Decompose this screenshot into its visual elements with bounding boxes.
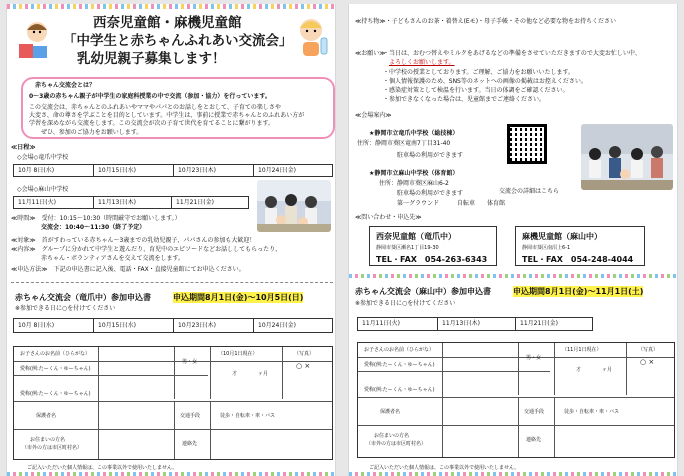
kan2-name: 麻機児童館（麻山中） — [522, 232, 602, 241]
label-month: ヶ月 — [258, 371, 269, 377]
form-date-cell[interactable]: 10月23日(木) — [174, 319, 254, 332]
school2-dates-row — [13, 196, 249, 209]
date-cell: 11月21日(金) — [176, 199, 214, 206]
intro-line: ぜひ、参加のご協力をお願いします。 — [41, 129, 143, 136]
detail-line: 赤ちゃん・ボランティアさんを交えて交流をします。 — [11, 255, 185, 262]
label-contact: 連絡先 — [526, 437, 542, 443]
bring-items: ≪持ち物≫・子どもさんのお茶・着替え(Eモ)・母子手帳・その他など必要な物をお持ちください — [355, 18, 617, 25]
kan2-address: 静岡市葵区南沼上6-1 — [522, 245, 571, 251]
school1-dates-row — [13, 164, 333, 177]
label-nickname-2: 愛称(例:たーくん・ゆーちゃん) — [20, 391, 91, 397]
label-transport: 交通手段 — [524, 409, 545, 415]
event-photo — [257, 180, 331, 232]
form-dates-row-2[interactable] — [357, 317, 593, 331]
notice-line: ・感染症対策として検温を行います。当日の体調をご確認ください。 — [383, 87, 569, 94]
notice-head: ≪お願い≫ — [355, 50, 386, 57]
label-child-name: お子さんのお名前（ひらがな） — [364, 347, 435, 353]
title-line-3: 乳幼児親子募集します！ — [77, 51, 226, 67]
venue-head: ≪会場案内≫ — [355, 112, 392, 119]
label-age: 才 — [576, 367, 582, 373]
detail-line: ≪申込方法≫ 下記の申込書に記入後、電話・FAX・直接児童館にてお申込ください。 — [11, 266, 245, 273]
confetti-border — [7, 4, 335, 9]
notice-line: ・中学校の授業としております。ご理解、ご協力をお願いいたします。 — [383, 69, 575, 76]
venue1-note: 駐車場の利用ができます — [397, 152, 464, 159]
document-page-left — [6, 4, 336, 476]
label-contact: 連絡先 — [182, 441, 198, 447]
notice-line: ・当日は、おむつ替えやミルクをあげるなどの準備をさせていただきますので大変お忙しい中、 — [383, 50, 641, 57]
form-note-2: ※参加できる日に○を付けてください — [355, 300, 456, 307]
label-parent-name: お住まいの方名 — [374, 433, 410, 439]
qr-caption: 交流会の詳細はこちら — [499, 188, 560, 195]
venue1-name: ★静岡市立竜爪中学校（総技棟） — [369, 130, 459, 137]
notice-line: ・参加できなくなった場合は、児童館までご連絡ください。 — [383, 96, 546, 103]
contact-box-nishina — [369, 226, 497, 266]
label-month: ヶ月 — [602, 367, 613, 373]
date-cell: 10月15日(水) — [94, 165, 174, 176]
application-form — [13, 346, 333, 460]
form-dates-row[interactable] — [13, 318, 333, 333]
label-photo[interactable]: ○ × — [296, 362, 311, 370]
label-nickname: 愛称(例:たーくん・ゆーちゃん) — [20, 366, 91, 372]
form-date-cell[interactable]: 10月15日(水) — [94, 319, 174, 332]
label-parent-name-2: （市外の方は市区町村名） — [22, 445, 83, 451]
privacy-footer: ご記入いただいた個人情報は、この事業以外で使用いたしません。 — [27, 465, 178, 471]
venue2-address: 住所：静岡市葵区麻山6-2 — [379, 180, 449, 187]
date-cell: 10月23日(木) — [174, 165, 254, 176]
cut-line — [11, 282, 333, 283]
form-title: 赤ちゃん交流会（竜爪中）参加申込書 — [15, 293, 151, 302]
form-date-cell[interactable]: 11月21日(金) — [520, 320, 558, 327]
label-gender[interactable]: 男・女 — [526, 355, 542, 361]
contact-head: ≪問い合わせ・申込先≫ — [355, 214, 422, 221]
schedule-head: ≪日程≫ — [11, 144, 36, 151]
title-line-1: 西奈児童館・麻機児童館 — [93, 15, 242, 31]
venue2-name: ★静岡市立麻山中学校（体育館） — [369, 170, 459, 177]
school2-label: ◇会場◇麻山中学校 — [17, 186, 69, 193]
notice-line: ・個人情報保護のため、SNS等のネットへの画像の掲載はお控えください。 — [383, 78, 587, 85]
detail-line: ≪時間≫ 受付：10:15～10:30（時間厳守でお願いします。） — [11, 215, 181, 222]
detail-line: ≪対象≫ 首がすわっている赤ちゃん～3歳までの乳幼児親子、パパさんの参加も大歓迎！ — [11, 237, 256, 244]
page-gap — [336, 0, 348, 476]
baby-bottle-icon — [295, 16, 331, 60]
label-guardian: 保護者名 — [380, 409, 401, 415]
venue2-note: 駐車場の利用ができます — [397, 190, 464, 197]
intro-line: 学習を深めながら交流をします。この交流会が次の子育て世代を育てることに繋がります。 — [29, 120, 275, 127]
label-transport: 交通手段 — [180, 413, 201, 419]
confetti-divider — [349, 274, 677, 278]
form-period-2: 申込期間8月1日(金)～11月1日(土) — [513, 287, 644, 296]
form-date-cell[interactable]: 11月11日(火) — [358, 318, 438, 330]
date-cell: 11月11日(火) — [14, 197, 94, 208]
baby-block-icon — [17, 18, 55, 62]
form-date-cell[interactable]: 10月24日(金) — [258, 322, 296, 329]
form-date-cell[interactable]: 10月 8日(水) — [14, 319, 94, 332]
intro-line: この交流会は、赤ちゃんとのふれあいやママやパパとのお話しをとおして、子育ての楽しさや — [29, 104, 281, 111]
title-line-2: 「中学生と赤ちゃんふれあい交流会」 — [63, 33, 293, 49]
privacy-footer-2: ご記入いただいた個人情報は、この事業以外で使用いたしません。 — [369, 465, 520, 471]
detail-line: 交流会：10:40～11:30（終了予定） — [11, 224, 146, 231]
kan2-tel[interactable]: TEL・FAX 054-248-4044 — [522, 255, 634, 264]
contact-box-asahata — [515, 226, 645, 266]
form-date-cell[interactable]: 11月13日(木) — [438, 318, 516, 330]
label-guardian: 保護者名 — [36, 413, 57, 419]
label-child-name: お子さんのお名前（ひらがな） — [20, 351, 91, 357]
label-parent-name: お住まいの方名 — [30, 437, 66, 443]
transport-options[interactable]: 徒歩・自転車・車・バス — [564, 409, 620, 415]
label-gender[interactable]: 男・女 — [182, 359, 198, 365]
notice-line: よろしくお願いします。 — [389, 59, 455, 66]
qr-code-icon[interactable] — [507, 124, 547, 164]
confetti-border-bottom-2 — [349, 472, 677, 476]
label-parent-name-2: （市外の方は市区町村名） — [366, 441, 427, 447]
document-page-right — [348, 4, 678, 476]
form-title-2: 赤ちゃん交流会（麻山中）参加申込書 — [355, 287, 491, 296]
label-photo-head: （写真） — [638, 347, 659, 353]
detail-line: ≪内容≫ グループに分かれて中学生と遊んだり、育児中のエピソードなどお話ししてもらったり、 — [11, 246, 282, 253]
application-form-2 — [357, 342, 675, 458]
kan1-name: 西奈児童館（竜爪中） — [376, 232, 456, 241]
classroom-photo — [581, 124, 673, 190]
label-nickname-2: 愛称(例:たーくん・ゆーちゃん) — [364, 387, 435, 393]
form-period: 申込期間8月1日(金)～10月5日(日) — [173, 293, 304, 302]
intro-head: 赤ちゃん交流会とは？ — [35, 82, 96, 89]
venue1-address: 住所：静岡市葵区竜南7丁目31-40 — [357, 140, 451, 147]
label-age-head: （10月1日現在） — [218, 351, 258, 357]
intro-bubble — [21, 77, 335, 139]
kan1-tel[interactable]: TEL・FAX 054-263-6343 — [376, 255, 488, 264]
confetti-border-bottom — [7, 472, 335, 476]
label-age: 才 — [232, 371, 238, 377]
school1-label: ◇会場◇竜爪中学校 — [17, 154, 69, 161]
label-photo[interactable]: ○ × — [640, 358, 655, 366]
label-nickname: 愛称(例:たーくん・ゆーちゃん) — [364, 362, 435, 368]
date-cell: 10月24日(金) — [258, 167, 296, 174]
transport-options[interactable]: 徒歩・自転車・車・バス — [220, 413, 276, 419]
intro-line: 大変さ、命の尊さを学ぶことを目的としています。中学生は、事前に授業で赤ちゃんとのふれあい方が — [29, 112, 305, 119]
kan1-address: 静岡市葵区瀬名1丁目19-30 — [376, 245, 439, 251]
venue2-place: 第一グラウンド 自転車 体育館 — [397, 200, 506, 207]
intro-line: 0～3歳の赤ちゃん親子が中学生の家庭科授業の中で交流（参加・協力）を行っています。 — [29, 93, 271, 100]
label-age-head: （11月1日現在） — [562, 347, 602, 353]
label-photo-head: （写真） — [294, 351, 315, 357]
date-cell: 11月13日(木) — [94, 197, 172, 208]
form-note: ※参加できる日に○を付けてください — [15, 305, 116, 312]
date-cell: 10月 8日(水) — [14, 165, 94, 176]
